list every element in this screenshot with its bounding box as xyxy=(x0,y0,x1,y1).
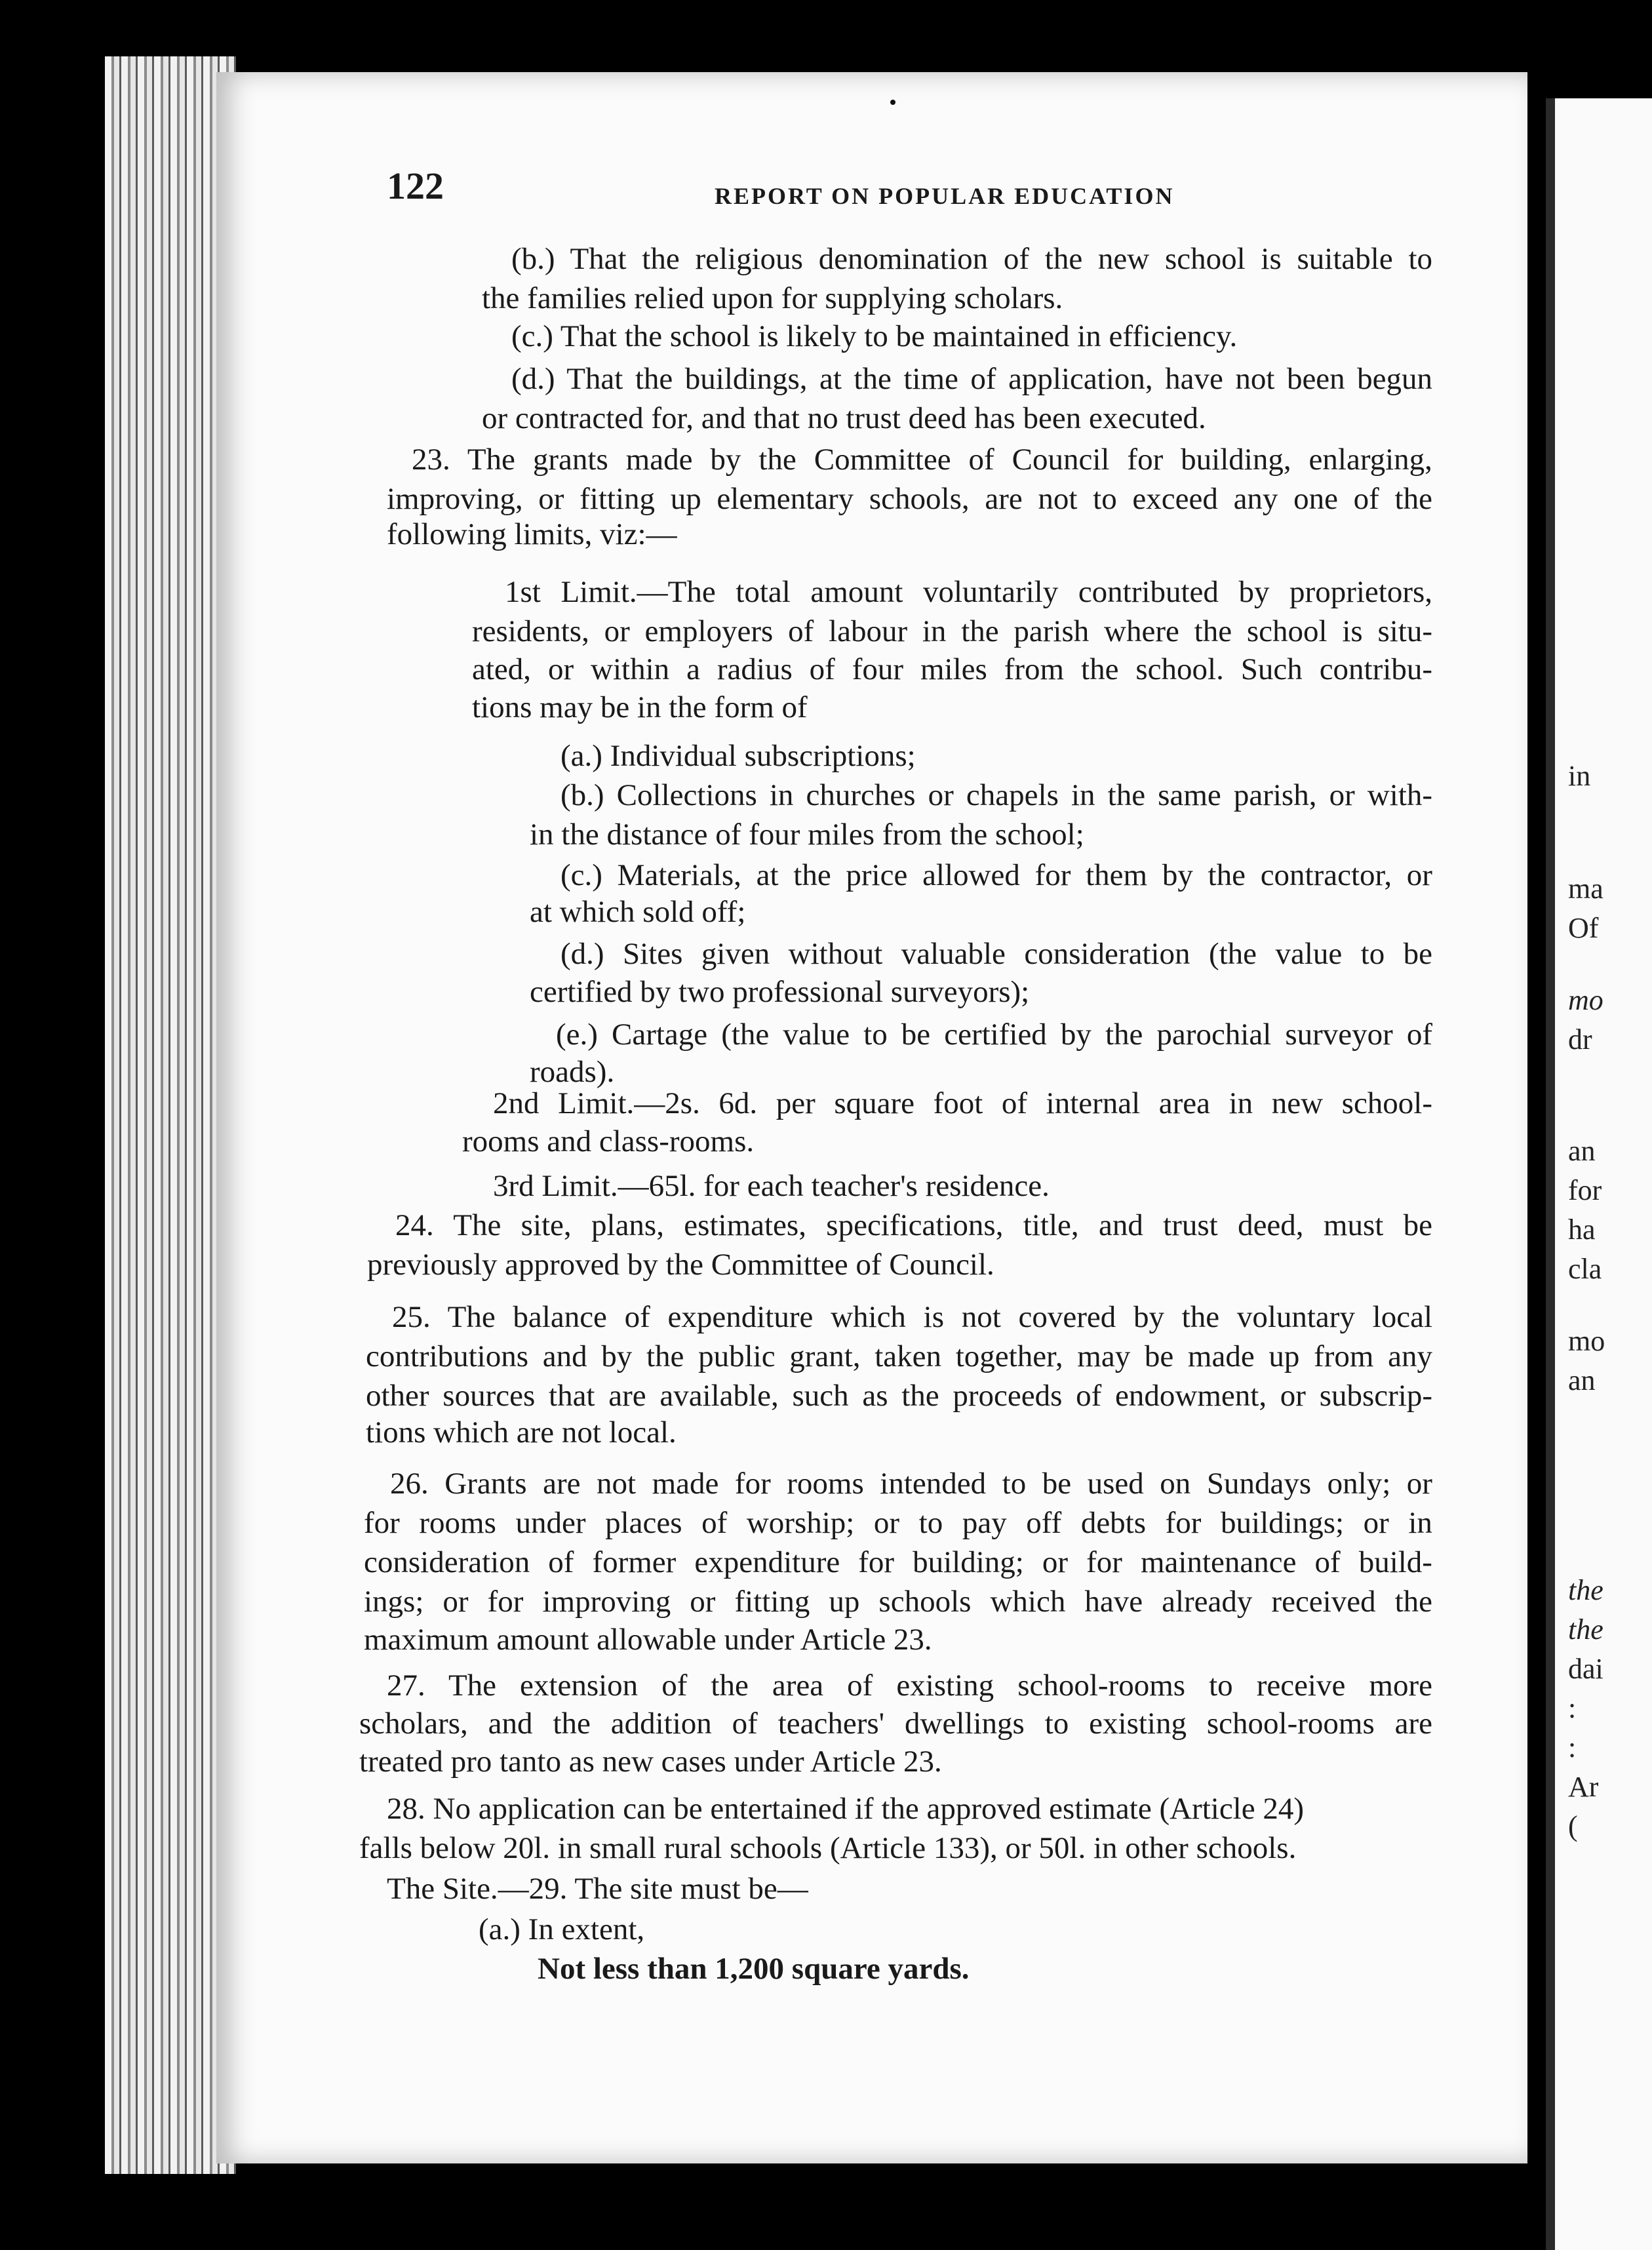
text-line: falls below 20l. in small rural schools (Article 133), or 50l. in other schools. xyxy=(359,1831,1297,1865)
text-line: 24. The site, plans, estimates, specifications, title, and trust deed, must be xyxy=(395,1208,1432,1242)
text-line: The Site.—29. The site must be— xyxy=(387,1872,808,1906)
text-line: residents, or employers of labour in the parish where the school is situ- xyxy=(472,614,1433,648)
text-line: treated pro tanto as new cases under Article 23. xyxy=(359,1745,942,1779)
text-line: at which sold off; xyxy=(530,895,746,929)
facing-fragment: mo xyxy=(1568,984,1603,1016)
text-line: 28. No application can be entertained if the approved estimate (Article 24) xyxy=(387,1792,1305,1826)
running-title: REPORT ON POPULAR EDUCATION xyxy=(715,183,1175,209)
text-line: improving, or fitting up elementary schools, are not to exceed any one of the xyxy=(387,482,1432,516)
text-line: roads). xyxy=(530,1055,615,1089)
facing-fragment: ha xyxy=(1568,1214,1596,1246)
facing-fragment: mo xyxy=(1568,1325,1605,1357)
facing-page xyxy=(1546,98,1652,2250)
text-line: rooms and class-rooms. xyxy=(462,1124,755,1158)
text-line: contributions and by the public grant, taken together, may be made up from any xyxy=(366,1339,1433,1373)
facing-fragment: : xyxy=(1568,1731,1577,1764)
text-line: (a.) In extent, xyxy=(479,1912,645,1946)
facing-fragment: Of xyxy=(1568,912,1599,944)
text-line: following limits, viz:— xyxy=(387,517,677,551)
facing-fragment: the xyxy=(1568,1613,1603,1646)
facing-fragment: ( xyxy=(1568,1810,1578,1842)
text-line: ated, or within a radius of four miles from the school. Such contribu- xyxy=(472,652,1432,686)
text-line: previously approved by the Committee of Council. xyxy=(367,1248,994,1282)
text-line: ings; or for improving or fitting up schools which have already received the xyxy=(364,1585,1433,1619)
facing-fragment: dai xyxy=(1568,1653,1603,1685)
text-line: 3rd Limit.—65l. for each teacher's residence. xyxy=(493,1169,1050,1203)
text-line: maximum amount allowable under Article 23. xyxy=(364,1623,932,1657)
facing-fragment: an xyxy=(1568,1364,1596,1396)
facing-fragment: Ar xyxy=(1568,1771,1599,1803)
text-line: (d.) That the buildings, at the time of application, have not been begun xyxy=(511,362,1433,396)
facing-fragment: dr xyxy=(1568,1023,1592,1056)
text-line: scholars, and the addition of teachers' dwellings to existing school-rooms are xyxy=(359,1707,1433,1741)
text-line: (b.) That the religious denomination of the new school is suitable to xyxy=(511,242,1432,276)
text-line: Not less than 1,200 square yards. xyxy=(538,1952,970,1986)
text-line: (d.) Sites given without valuable consideration (the value to be xyxy=(560,937,1433,971)
text-line: 27. The extension of the area of existing school-rooms to receive more xyxy=(387,1668,1432,1703)
page-number: 122 xyxy=(387,165,444,207)
text-line: (b.) Collections in churches or chapels in the same parish, or with- xyxy=(560,778,1433,812)
text-line: the families relied upon for supplying scholars. xyxy=(482,281,1063,315)
text-line: (a.) Individual subscriptions; xyxy=(560,739,916,773)
facing-fragment: the xyxy=(1568,1574,1603,1606)
text-line: consideration of former expenditure for building; or for maintenance of build- xyxy=(364,1545,1432,1579)
text-line: (c.) Materials, at the price allowed for them by the contractor, or xyxy=(560,858,1432,892)
text-line: (e.) Cartage (the value to be certified by the parochial surveyor of xyxy=(556,1017,1433,1052)
text-line: in the distance of four miles from the school; xyxy=(530,818,1084,852)
text-line: 26. Grants are not made for rooms intended to be used on Sundays only; or xyxy=(390,1467,1432,1501)
facing-fragment: cla xyxy=(1568,1253,1602,1285)
text-line: 1st Limit.—The total amount voluntarily contributed by proprietors, xyxy=(505,575,1433,609)
text-line: other sources that are available, such as the proceeds of endowment, or subscrip- xyxy=(366,1379,1433,1413)
facing-fragment: ma xyxy=(1568,873,1603,905)
text-line: 2nd Limit.—2s. 6d. per square foot of internal area in new school- xyxy=(493,1086,1433,1120)
text-line: (c.) That the school is likely to be maintained in efficiency. xyxy=(511,319,1238,353)
facing-fragment: : xyxy=(1568,1692,1577,1724)
facing-fragment: an xyxy=(1568,1135,1596,1167)
text-line: 25. The balance of expenditure which is not covered by the voluntary local xyxy=(392,1300,1433,1334)
text-line: 23. The grants made by the Committee of Council for building, enlarging, xyxy=(412,443,1432,477)
text-line: for rooms under places of worship; or to pay off debts for buildings; or in xyxy=(364,1506,1432,1540)
text-line: tions may be in the form of xyxy=(472,690,808,724)
text-line: tions which are not local. xyxy=(366,1415,677,1450)
facing-fragment: in xyxy=(1568,760,1591,792)
facing-fragment: for xyxy=(1568,1174,1602,1206)
text-line: certified by two professional surveyors); xyxy=(530,975,1030,1009)
ink-speck xyxy=(890,100,895,105)
text-line: or contracted for, and that no trust deed has been executed. xyxy=(482,401,1206,435)
